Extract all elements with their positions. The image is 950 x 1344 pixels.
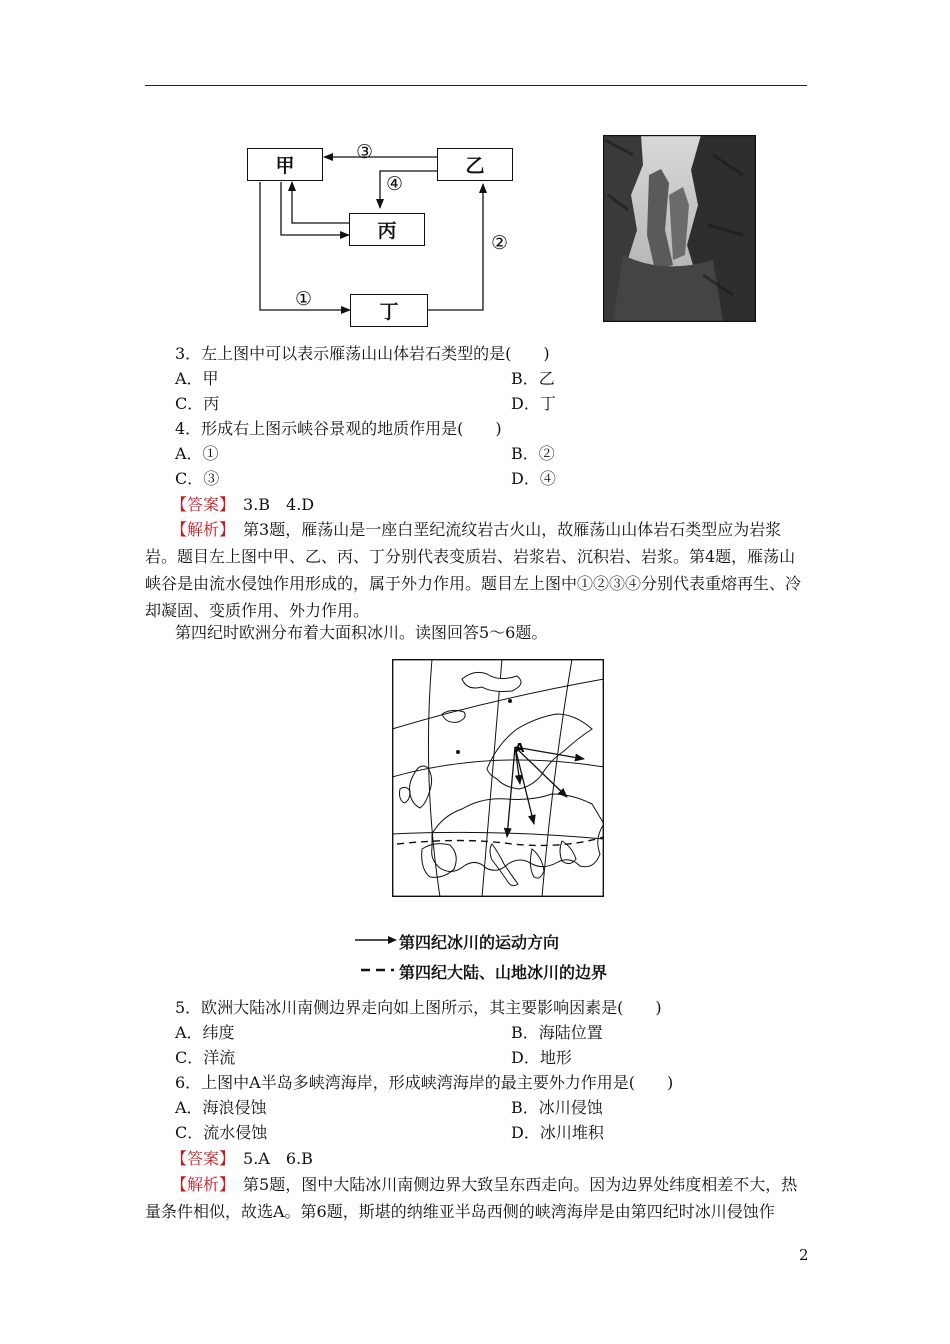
legend-dash-text: 第四纪大陆、山地冰川的边界 [399,963,608,982]
answer2-tag: 【答案】 [171,1149,228,1168]
q5-option-c: C．洋流 [175,1048,236,1067]
legend-arrow-icon [354,933,398,947]
q3-option-a: A．甲 [175,369,219,388]
node-ding-label: 丁 [379,301,399,323]
arrow-label-3: ③ [356,141,374,163]
page-number: 2 [799,1246,809,1264]
arrow-label-4: ④ [386,173,404,195]
analysis2-tag: 【解析】 [171,1175,228,1194]
map-point-a: A [515,741,525,755]
answer2-text: 5.A 6.B [227,1149,313,1168]
canyon-photo [603,135,756,322]
legend-arrow-text: 第四纪冰川的运动方向 [399,933,560,952]
arrow-label-2: ② [491,232,509,254]
node-jia [247,148,323,181]
arrow-label-1: ① [295,288,313,310]
q5-option-a: A．纬度 [175,1023,235,1042]
q4-option-b: B．② [511,444,555,463]
q6-option-b: B．冰川侵蚀 [511,1098,603,1117]
q4-option-a: A．① [175,444,219,463]
q4-option-c: C．③ [175,469,220,488]
answer1-text: 3.B 4.D [227,495,315,514]
analysis1 [145,516,805,624]
q5-stem: 5．欧洲大陆冰川南侧边界走向如上图所示，其主要影响因素是( ) [175,998,662,1017]
answer1-tag: 【答案】 [171,495,228,514]
node-bing-label: 丙 [377,220,397,242]
q3-option-b: B．乙 [511,369,555,388]
q3-option-d: D．丁 [511,394,556,413]
analysis1-text: 第3题，雁荡山是一座白垩纪流纹岩古火山，故雁荡山山体岩石类型应为岩浆岩。题目左上图中甲、乙、丙、丁分别代表变质岩、岩浆岩、沉积岩、岩浆。第4题，雁荡山峡谷是由流水侵蚀作用形成的，属于外力作用。题目左上图中①②③④分别代表重熔再生、冷却凝固、变质作用、外力作用。 [145,520,802,620]
q6-option-d: D．冰川堆积 [511,1123,604,1142]
answer2 [171,1148,313,1170]
q4-stem: 4．形成右上图示峡谷景观的地质作用是( ) [175,419,502,438]
node-ding [350,294,428,327]
q4-option-d: D．④ [511,469,556,488]
q6-option-c: C．流水侵蚀 [175,1123,268,1142]
legend-dash-icon [360,963,396,977]
europe-glacier-map [392,659,604,897]
intro-text: 第四纪时欧洲分布着大面积冰川。读图回答5～6题。 [175,623,548,642]
q3-stem: 3．左上图中可以表示雁荡山山体岩石类型的是( ) [175,344,550,363]
analysis2-text: 第5题，图中大陆冰川南侧边界大致呈东西走向。因为边界处纬度相差不大，热量条件相似，故选A。第6题，斯堪的纳维亚半岛西侧的峡湾海岸是由第四纪时冰川侵蚀作 [145,1175,798,1221]
q6-stem: 6．上图中A半岛多峡湾海岸，形成峡湾海岸的最主要外力作用是( ) [175,1073,674,1092]
q5-option-b: B．海陆位置 [511,1023,603,1042]
node-bing [349,213,425,246]
q6-option-a: A．海浪侵蚀 [175,1098,267,1117]
node-yi-label: 乙 [465,155,485,177]
analysis1-tag: 【解析】 [171,520,228,539]
header-rule [145,85,807,86]
q5-option-d: D．地形 [511,1048,572,1067]
answer1 [171,494,314,516]
node-jia-label: 甲 [275,155,295,177]
q3-option-c: C．丙 [175,394,220,413]
analysis2 [145,1171,805,1225]
node-yi [437,148,513,181]
